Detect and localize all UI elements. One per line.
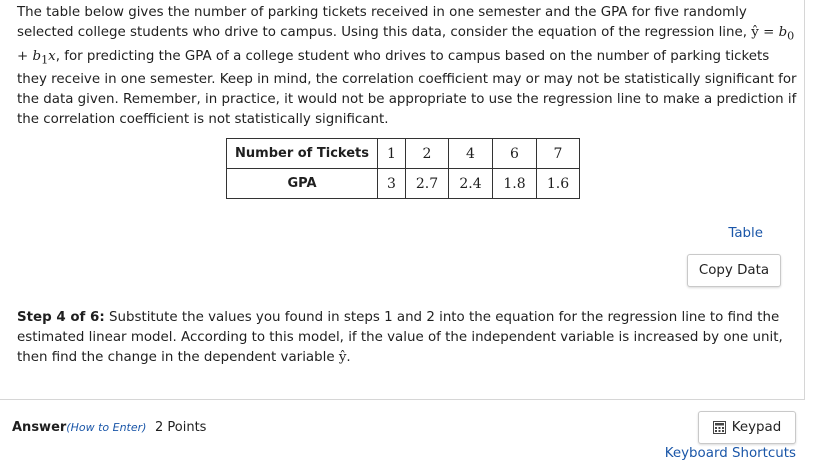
data-table (226, 138, 580, 199)
intro-text-2: , for predicting the GPA of a college student who drives to campus based on the number of parking tickets they receive in one semester. Keep in mind, the correlation coefficient may or may not be statistically significant for the data given. Remember, in practice, it would not be appropriate to use the regression line to make a prediction if the correlation coefficient is not statistically significant. (17, 48, 797, 128)
problem-text (17, 3, 799, 130)
y-hat-symbol: ŷ (338, 350, 347, 365)
step-label: Step 4 of 6: (17, 310, 105, 325)
answer-label: Answer (12, 420, 67, 435)
x-symbol: x (48, 48, 56, 64)
b0-subscript: 0 (787, 29, 795, 43)
table-cell: 2.4 (449, 169, 493, 199)
table-cell: 6 (493, 139, 537, 169)
equals-sign: = (758, 25, 779, 40)
b1-subscript: 1 (41, 53, 49, 67)
copy-data-button[interactable]: Copy Data (687, 254, 781, 287)
table-row (227, 139, 580, 169)
keypad-button[interactable] (698, 411, 796, 444)
table-cell: 2.7 (406, 169, 449, 199)
table-cell: 1.8 (493, 169, 537, 199)
points-label: 2 Points (155, 420, 207, 435)
table-cell: 7 (537, 139, 580, 169)
b1-symbol: b (32, 48, 42, 64)
how-to-enter-link[interactable]: (How to Enter) (66, 421, 147, 434)
plus-sign: + (17, 48, 33, 64)
b0-symbol: b (778, 25, 788, 40)
table-cell: 1.6 (537, 169, 580, 199)
answer-label-row (12, 420, 146, 435)
keypad-icon (713, 421, 726, 434)
keypad-label: Keypad (731, 420, 782, 435)
table-cell: 4 (449, 139, 493, 169)
row-header-tickets: Number of Tickets (227, 139, 378, 169)
y-hat-symbol: ŷ (751, 25, 759, 40)
step-text: Substitute the values you found in steps 1 and 2 into the equation for the regression line to find the estimated linear model. According to this model, if the value of the independent variable is increased by one unit, then find the change in the dependent variable (17, 310, 783, 365)
table-row (227, 169, 580, 199)
keyboard-shortcuts-link[interactable]: Keyboard Shortcuts (664, 446, 796, 461)
table-cell: 2 (406, 139, 449, 169)
step-instructions (17, 308, 797, 368)
intro-text-1: The table below gives the number of parking tickets received in one semester and the GPA for five randomly selected college students who drive to campus. Using this data, consider the equation of the regression line, (17, 5, 752, 40)
table-link[interactable]: Table (728, 226, 763, 241)
row-header-gpa: GPA (227, 169, 378, 199)
table-cell: 3 (378, 169, 406, 199)
step-period: . (346, 350, 351, 365)
table-cell: 1 (378, 139, 406, 169)
